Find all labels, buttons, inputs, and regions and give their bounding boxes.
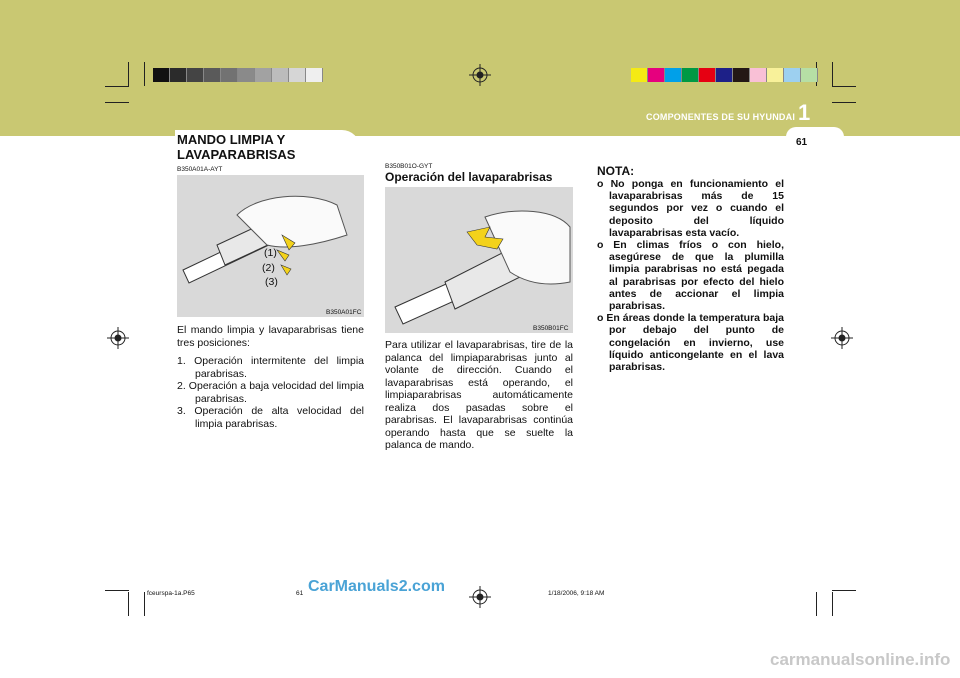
list-item: o En áreas donde la temperatura baja por debajo del punto de congelación en invierno, use líquido anticongelante en el lava parabrisas. <box>597 312 784 374</box>
wiper-lever-illustration <box>177 175 364 317</box>
list-item: o En climas fríos o con hielo, asegúrese de que la plumilla limpia parabrisas no está pegada al parabrisas por efecto del hielo antes de accionar el limpia parabrisas. <box>597 239 784 313</box>
chapter-title: COMPONENTES DE SU HYUNDAI <box>646 112 796 122</box>
color-swatch <box>716 68 733 82</box>
footer-date: 1/18/2006, 9:18 AM <box>548 590 605 597</box>
middle-body: Para utilizar el lavaparabrisas, tire de la palanca del limpiaparabrisas junto al volante de dirección. Cuando el lavaparabrisas está operando, el limpiaparabrisas automáticamente realiza dos pasadas sobre el parabrisas. El lavaparabrisas continúa operando hasta que se suelte la palanca de mando. <box>385 339 573 451</box>
list-item: o No ponga en funcionamiento el lavaparabrisas más de 15 segundos por vez o cuando el deposito del líquido lavaparabrisas esta vacío. <box>597 178 784 239</box>
color-swatch <box>682 68 699 82</box>
color-swatch <box>238 68 255 82</box>
page-badge <box>786 127 844 145</box>
position-label: (1) <box>264 247 277 259</box>
watermark: CarManuals2.com <box>308 578 445 595</box>
color-swatch <box>733 68 750 82</box>
chapter-number: 1 <box>798 100 811 125</box>
color-swatch <box>750 68 767 82</box>
list-item: 2. Operación a baja velocidad del limpia parabrisas. <box>177 380 364 405</box>
color-swatch <box>204 68 221 82</box>
position-list <box>177 355 364 430</box>
registration-mark-icon <box>107 327 129 349</box>
footer-page: 61 <box>296 590 304 597</box>
nota-list <box>597 178 784 373</box>
color-swatch <box>153 68 170 82</box>
crop-mark <box>832 86 856 87</box>
crop-mark <box>105 86 129 87</box>
registration-mark-icon <box>831 327 853 349</box>
left-body <box>177 324 364 430</box>
section-title <box>177 132 357 162</box>
color-swatch <box>306 68 323 82</box>
position-label: (2) <box>262 262 275 274</box>
section-code: B350A01A-AYT <box>177 166 223 173</box>
crop-mark <box>144 62 145 86</box>
color-swatch <box>631 68 648 82</box>
list-item: 1. Operación intermitente del limpia parabrisas. <box>177 355 364 380</box>
color-swatch-row <box>631 68 818 82</box>
crop-mark <box>832 590 856 591</box>
crop-mark <box>128 62 129 86</box>
crop-mark <box>105 102 129 103</box>
washer-figure <box>385 187 573 333</box>
color-swatch <box>221 68 238 82</box>
color-swatch <box>272 68 289 82</box>
color-swatch <box>784 68 801 82</box>
color-swatch <box>289 68 306 82</box>
crop-mark <box>105 590 129 591</box>
crop-mark <box>128 592 129 616</box>
color-swatch <box>699 68 716 82</box>
section-code: B350B01O-GYT <box>385 163 433 170</box>
section-title-line: MANDO LIMPIA Y <box>177 132 286 147</box>
intro-text: El mando limpia y lavaparabrisas tiene tres posiciones: <box>177 324 364 349</box>
registration-mark-icon <box>469 586 491 608</box>
watermark: carmanualsonline.info <box>770 650 951 669</box>
crop-mark <box>832 592 833 616</box>
crop-mark <box>832 102 856 103</box>
color-swatch <box>767 68 784 82</box>
nota-title: NOTA: <box>597 164 635 178</box>
color-swatch <box>648 68 665 82</box>
color-swatch <box>665 68 682 82</box>
section-title-line: LAVAPARABRISAS <box>177 147 296 162</box>
crop-mark <box>144 592 145 616</box>
figure-code: B350B01FC <box>533 325 569 332</box>
gray-swatch-row <box>153 68 323 82</box>
section-heading: Operación del lavaparabrisas <box>385 170 553 184</box>
position-label: (3) <box>265 276 278 288</box>
list-item: 3. Operación de alta velocidad del limpia parabrisas. <box>177 405 364 430</box>
footer-file: fceurspa-1a.P65 <box>147 590 195 597</box>
crop-mark <box>816 592 817 616</box>
figure-code: B350A01FC <box>326 309 362 316</box>
color-swatch <box>255 68 272 82</box>
color-swatch <box>801 68 818 82</box>
color-swatch <box>170 68 187 82</box>
wiper-switch-figure <box>177 175 364 317</box>
color-swatch <box>187 68 204 82</box>
crop-mark <box>832 62 833 86</box>
washer-lever-illustration <box>385 187 573 333</box>
page-number: 61 <box>796 137 808 148</box>
registration-mark-icon <box>469 64 491 86</box>
